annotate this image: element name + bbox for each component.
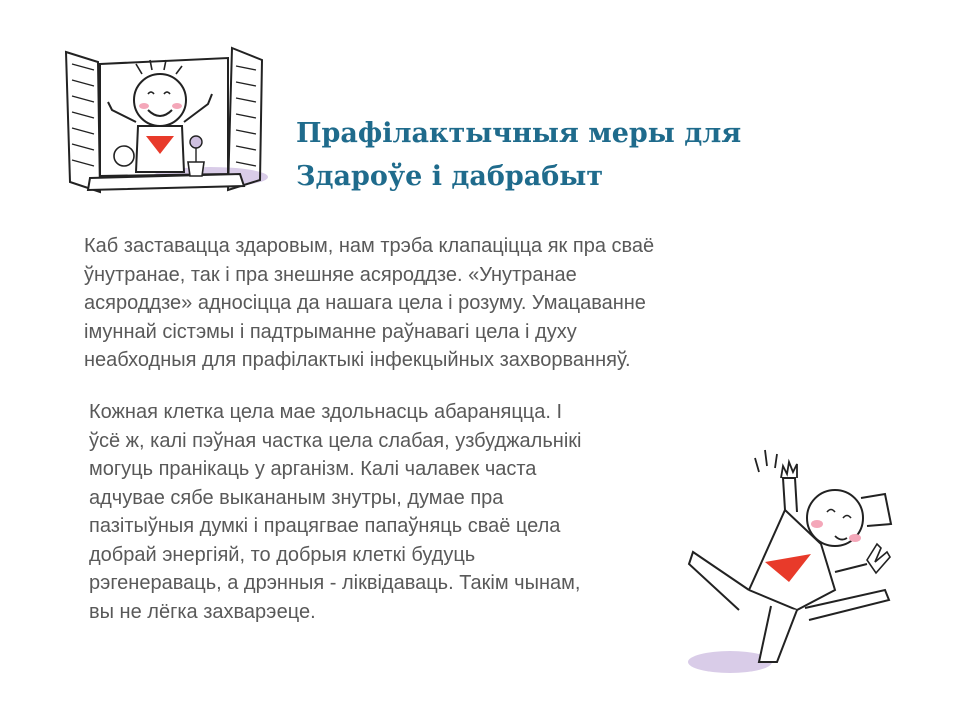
paragraph-line: рэгенераваць, а дрэнныя - ліквідаваць. Такім чынам, — [89, 572, 581, 594]
paragraph-line: Кожная клетка цела мае здольнасць абараняцца. І — [89, 401, 563, 423]
paragraph-line: ўнутранае, так і пра знешняе асяроддзе. «Унутранае — [84, 263, 577, 286]
title-line-1: Прафілактычныя меры для — [296, 118, 742, 149]
paragraph-line: адчувае сябе выкананым знутры, думае пра — [89, 486, 504, 509]
paragraph-line: імуннай сістэмы і падтрыманне раўнавагі цела і духу — [84, 320, 577, 343]
page-title — [296, 112, 856, 198]
title-line-2: Здароўе і дабрабыт — [296, 161, 604, 192]
paragraph-intro — [84, 232, 654, 375]
paragraph-line: пазітыўныя думкі і працягвае папаўняць сваё цела — [89, 515, 561, 537]
stretching-figure-illustration — [685, 440, 935, 685]
paragraph-line: неабходныя для прафілактыкі інфекцыйных захворванняў. — [84, 349, 631, 371]
window-child-illustration — [60, 44, 275, 214]
paragraph-line: Каб заставацца здаровым, нам трэба клапаціцца як пра сваё — [84, 235, 655, 257]
paragraph-cells — [89, 398, 581, 626]
paragraph-line: добрай энергіяй, то добрыя клеткі будуць — [89, 543, 476, 566]
paragraph-line: асяроддзе» адносіцца да нашага цела і розуму. Умацаванне — [84, 292, 646, 314]
paragraph-line: могуць пранікаць у арганізм. Калі чалавек часта — [89, 458, 537, 480]
paragraph-line: вы не лёгка захварэеце. — [89, 600, 316, 623]
paragraph-line: ўсё ж, калі пэўная частка цела слабая, узбуджальнікі — [89, 429, 582, 452]
